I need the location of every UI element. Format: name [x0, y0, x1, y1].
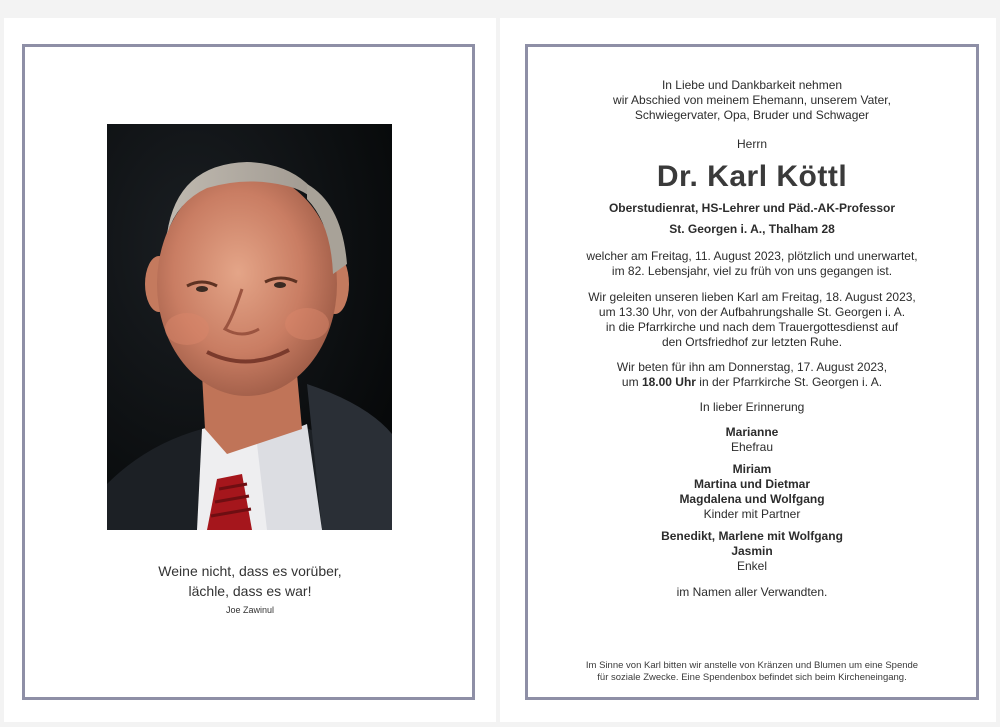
grandchildren-2: Jasmin — [731, 544, 773, 558]
right-page — [500, 18, 996, 722]
in-memory: In lieber Erinnerung — [699, 400, 805, 414]
footer-line-2: für soziale Zwecke. Eine Spendenbox befindet sich beim Kircheneingang. — [597, 672, 907, 683]
funeral-line-4: den Ortsfriedhof zur letzten Ruhe. — [661, 335, 843, 349]
salutation: Herrn — [736, 137, 767, 151]
child-3: Magdalena und Wolfgang — [679, 492, 825, 506]
child-1: Miriam — [732, 462, 772, 476]
prayer-line-2-post: in der Pfarrkirche St. Georgen i. A. — [695, 375, 883, 389]
prayer-line-2 — [528, 375, 976, 390]
funeral-line-1: Wir geleiten unseren lieben Karl am Freitag, 18. August 2023, — [588, 290, 916, 304]
funeral-line-3: in die Pfarrkirche und nach dem Trauergottesdienst auf — [605, 320, 899, 334]
prayer-time: 18.00 Uhr — [641, 375, 696, 389]
quote-author: Joe Zawinul — [225, 605, 275, 615]
funeral-line-2: um 13.30 Uhr, von der Aufbahrungshalle St. Georgen i. A. — [598, 305, 906, 319]
death-notice-line-1: welcher am Freitag, 11. August 2023, plötzlich und unerwartet, — [586, 249, 918, 263]
prayer-line-2-pre: um — [621, 375, 642, 389]
intro-line-3: Schwiegervater, Opa, Bruder und Schwager — [634, 108, 870, 122]
intro-line-2: wir Abschied von meinem Ehemann, unserem Vater, — [613, 93, 891, 107]
wife-role: Ehefrau — [730, 440, 774, 454]
relatives-line: im Namen aller Verwandten. — [676, 585, 828, 599]
address: St. Georgen i. A., Thalham 28 — [669, 222, 835, 236]
quote-line-2: lächle, dass es war! — [188, 583, 312, 599]
footer-line-1: Im Sinne von Karl bitten wir anstelle von Kränzen und Blumen um eine Spende — [585, 660, 919, 671]
intro-line-1: In Liebe und Dankbarkeit nehmen — [661, 78, 843, 92]
profession: Oberstudienrat, HS-Lehrer und Päd.-AK-Professor — [608, 201, 896, 215]
grandchildren-1: Benedikt, Marlene mit Wolfgang — [661, 529, 843, 543]
left-page — [4, 18, 496, 722]
quote-line-1: Weine nicht, dass es vorüber, — [158, 563, 342, 579]
prayer-line-1: Wir beten für ihn am Donnerstag, 17. August 2023, — [616, 360, 888, 374]
deceased-name: Dr. Karl Köttl — [656, 160, 848, 193]
grandchildren-role: Enkel — [736, 559, 768, 573]
child-2: Martina und Dietmar — [693, 477, 810, 491]
children-role: Kinder mit Partner — [703, 507, 801, 521]
wife-name: Marianne — [725, 425, 779, 439]
portrait-photo — [107, 124, 392, 530]
death-notice-line-2: im 82. Lebensjahr, viel zu früh von uns gegangen ist. — [611, 264, 893, 278]
